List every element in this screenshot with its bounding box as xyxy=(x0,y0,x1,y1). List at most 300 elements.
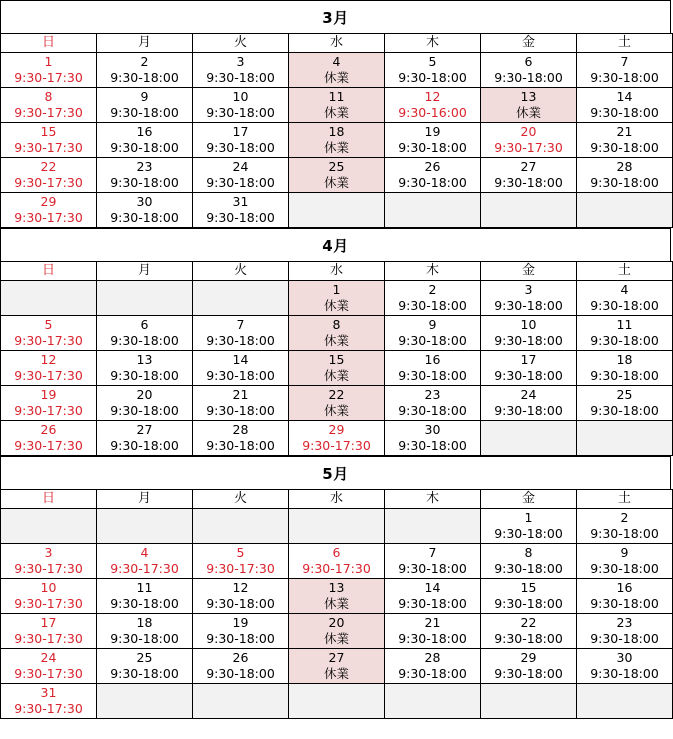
day-cell xyxy=(1,684,97,719)
day-number: 1 xyxy=(332,282,341,297)
day-cell xyxy=(289,421,385,456)
closed-label: 休業 xyxy=(323,368,349,383)
day-cell-content xyxy=(97,386,192,420)
closed-label: 休業 xyxy=(323,631,349,646)
day-number: 2 xyxy=(140,54,149,69)
day-cell xyxy=(481,351,577,386)
day-number: 10 xyxy=(520,317,537,332)
day-cell-content xyxy=(97,579,192,613)
closed-label: 休業 xyxy=(323,70,349,85)
day-cell-content xyxy=(289,579,384,613)
day-number: 31 xyxy=(232,194,249,209)
business-hours: 9:30-18:00 xyxy=(590,526,659,541)
day-number: 26 xyxy=(424,159,441,174)
day-cell-content xyxy=(385,614,480,648)
day-cell-content xyxy=(289,351,384,385)
day-number: 21 xyxy=(232,387,249,402)
day-number: 1 xyxy=(524,510,533,525)
business-hours: 9:30-17:30 xyxy=(14,210,83,225)
business-hours: 9:30-18:00 xyxy=(590,105,659,120)
day-cell-content xyxy=(1,351,96,385)
day-number: 21 xyxy=(616,124,633,139)
business-hours: 9:30-18:00 xyxy=(494,70,563,85)
day-cell xyxy=(577,649,673,684)
day-cell-content xyxy=(577,649,672,683)
closed-label: 休業 xyxy=(323,105,349,120)
day-cell xyxy=(97,53,193,88)
day-cell-content xyxy=(289,421,384,455)
day-cell xyxy=(481,509,577,544)
day-cell xyxy=(385,649,481,684)
business-hours: 9:30-18:00 xyxy=(398,438,467,453)
day-cell xyxy=(193,386,289,421)
day-cell-content xyxy=(97,193,192,227)
day-cell xyxy=(577,88,673,123)
day-cell-content xyxy=(289,386,384,420)
day-cell-content xyxy=(1,649,96,683)
day-number: 28 xyxy=(424,650,441,665)
weekday-header: 日 xyxy=(1,34,97,53)
business-hours: 9:30-18:00 xyxy=(206,333,275,348)
day-cell-content xyxy=(1,579,96,613)
business-hours: 9:30-18:00 xyxy=(398,666,467,681)
day-cell xyxy=(385,421,481,456)
day-cell xyxy=(385,614,481,649)
week-row xyxy=(1,684,673,719)
day-number: 14 xyxy=(424,580,441,595)
day-cell-content xyxy=(1,316,96,350)
day-cell-content xyxy=(193,421,288,455)
week-row xyxy=(1,544,673,579)
empty-day-cell xyxy=(193,281,289,316)
weekday-header: 水 xyxy=(289,490,385,509)
day-cell-content xyxy=(193,544,288,578)
weekday-header: 火 xyxy=(193,490,289,509)
day-cell-content xyxy=(289,614,384,648)
business-hours: 9:30-18:00 xyxy=(494,333,563,348)
day-number: 13 xyxy=(520,89,537,104)
day-cell xyxy=(1,544,97,579)
closed-day-cell xyxy=(289,88,385,123)
day-cell-content xyxy=(97,649,192,683)
day-number: 18 xyxy=(616,352,633,367)
business-hours: 9:30-18:00 xyxy=(590,596,659,611)
day-cell xyxy=(193,649,289,684)
business-hours: 9:30-18:00 xyxy=(590,666,659,681)
business-hours: 9:30-18:00 xyxy=(494,368,563,383)
day-number: 18 xyxy=(328,124,345,139)
week-row xyxy=(1,53,673,88)
day-cell xyxy=(289,544,385,579)
day-number: 28 xyxy=(616,159,633,174)
day-number: 2 xyxy=(620,510,629,525)
business-hours: 9:30-18:00 xyxy=(590,333,659,348)
business-hours: 9:30-18:00 xyxy=(206,210,275,225)
business-hours: 9:30-18:00 xyxy=(110,70,179,85)
business-hours: 9:30-17:30 xyxy=(14,140,83,155)
day-cell-content xyxy=(577,158,672,192)
business-hours: 9:30-18:00 xyxy=(110,438,179,453)
day-cell-content xyxy=(577,544,672,578)
day-cell-content xyxy=(289,544,384,578)
day-cell-content xyxy=(193,158,288,192)
business-hours: 9:30-18:00 xyxy=(590,175,659,190)
day-number: 24 xyxy=(520,387,537,402)
day-cell xyxy=(577,123,673,158)
day-cell-content xyxy=(193,351,288,385)
day-number: 16 xyxy=(136,124,153,139)
weekday-header: 土 xyxy=(577,490,673,509)
weekday-header: 火 xyxy=(193,34,289,53)
day-number: 22 xyxy=(328,387,345,402)
empty-day-cell xyxy=(1,281,97,316)
day-number: 26 xyxy=(40,422,57,437)
business-hours: 9:30-17:30 xyxy=(14,368,83,383)
day-cell xyxy=(193,614,289,649)
day-cell-content xyxy=(97,53,192,87)
day-number: 22 xyxy=(40,159,57,174)
weekday-header: 火 xyxy=(193,262,289,281)
day-cell-content xyxy=(577,386,672,420)
day-number: 30 xyxy=(424,422,441,437)
day-number: 23 xyxy=(136,159,153,174)
day-cell-content xyxy=(193,193,288,227)
day-cell xyxy=(1,158,97,193)
week-row xyxy=(1,123,673,158)
empty-day-cell xyxy=(193,509,289,544)
day-number: 16 xyxy=(424,352,441,367)
day-cell-content xyxy=(97,88,192,122)
business-hours: 9:30-17:30 xyxy=(14,701,83,716)
month-section xyxy=(0,228,673,456)
month-calendar-table xyxy=(0,261,673,456)
weekday-header: 金 xyxy=(481,34,577,53)
day-cell xyxy=(577,579,673,614)
business-hours: 9:30-17:30 xyxy=(14,333,83,348)
day-number: 13 xyxy=(328,580,345,595)
empty-day-cell xyxy=(193,684,289,719)
business-hours: 9:30-18:00 xyxy=(398,298,467,313)
business-hours: 9:30-16:00 xyxy=(398,105,467,120)
business-hours: 9:30-18:00 xyxy=(494,631,563,646)
business-hours: 9:30-18:00 xyxy=(590,70,659,85)
day-cell-content xyxy=(289,123,384,157)
day-cell-content xyxy=(385,649,480,683)
day-cell xyxy=(385,351,481,386)
day-cell-content xyxy=(385,53,480,87)
day-number: 10 xyxy=(232,89,249,104)
day-cell xyxy=(577,509,673,544)
business-hours: 9:30-18:00 xyxy=(398,368,467,383)
day-cell xyxy=(1,421,97,456)
day-number: 23 xyxy=(424,387,441,402)
day-number: 12 xyxy=(232,580,249,595)
business-hours: 9:30-17:30 xyxy=(14,105,83,120)
day-cell-content xyxy=(385,281,480,315)
empty-day-cell xyxy=(97,684,193,719)
day-cell xyxy=(1,193,97,228)
day-number: 21 xyxy=(424,615,441,630)
day-cell-content xyxy=(97,544,192,578)
business-hours: 9:30-18:00 xyxy=(590,140,659,155)
day-cell-content xyxy=(385,88,480,122)
day-cell-content xyxy=(193,53,288,87)
day-cell xyxy=(481,281,577,316)
business-hours: 9:30-18:00 xyxy=(398,596,467,611)
day-number: 22 xyxy=(520,615,537,630)
business-hours: 9:30-18:00 xyxy=(110,175,179,190)
closed-label: 休業 xyxy=(515,105,541,120)
day-number: 15 xyxy=(520,580,537,595)
week-row xyxy=(1,351,673,386)
day-number: 13 xyxy=(136,352,153,367)
business-hours: 9:30-18:00 xyxy=(494,596,563,611)
empty-day-cell xyxy=(289,684,385,719)
day-cell-content xyxy=(193,386,288,420)
day-cell-content xyxy=(1,544,96,578)
business-hours: 9:30-18:00 xyxy=(398,70,467,85)
week-row xyxy=(1,316,673,351)
day-cell-content xyxy=(481,614,576,648)
business-hours: 9:30-18:00 xyxy=(494,403,563,418)
day-number: 7 xyxy=(428,545,437,560)
closed-label: 休業 xyxy=(323,175,349,190)
closed-label: 休業 xyxy=(323,140,349,155)
day-cell-content xyxy=(481,123,576,157)
day-number: 11 xyxy=(616,317,633,332)
business-hours: 9:30-18:00 xyxy=(206,70,275,85)
day-cell-content xyxy=(193,316,288,350)
weekday-header: 日 xyxy=(1,262,97,281)
day-number: 26 xyxy=(232,650,249,665)
closed-day-cell xyxy=(289,579,385,614)
day-cell-content xyxy=(385,386,480,420)
day-cell xyxy=(385,544,481,579)
day-cell-content xyxy=(481,386,576,420)
business-hours: 9:30-17:30 xyxy=(206,561,275,576)
day-cell xyxy=(193,316,289,351)
day-cell-content xyxy=(1,614,96,648)
weekday-header: 月 xyxy=(97,490,193,509)
empty-day-cell xyxy=(385,193,481,228)
empty-day-cell xyxy=(577,193,673,228)
closed-label: 休業 xyxy=(323,666,349,681)
day-cell xyxy=(1,614,97,649)
day-number: 3 xyxy=(524,282,533,297)
weekday-header: 水 xyxy=(289,262,385,281)
month-title: 5月 xyxy=(0,456,671,489)
month-section xyxy=(0,456,673,719)
day-cell xyxy=(97,351,193,386)
business-hours: 9:30-17:30 xyxy=(14,631,83,646)
month-calendar-table xyxy=(0,489,673,719)
day-number: 17 xyxy=(40,615,57,630)
business-hours: 9:30-18:00 xyxy=(206,140,275,155)
day-cell-content xyxy=(577,579,672,613)
business-hours: 9:30-18:00 xyxy=(110,596,179,611)
day-number: 3 xyxy=(236,54,245,69)
empty-day-cell xyxy=(481,684,577,719)
empty-day-cell xyxy=(289,509,385,544)
day-number: 16 xyxy=(616,580,633,595)
day-number: 19 xyxy=(424,124,441,139)
day-number: 9 xyxy=(428,317,437,332)
day-number: 1 xyxy=(44,54,53,69)
day-number: 28 xyxy=(232,422,249,437)
day-cell-content xyxy=(481,544,576,578)
day-cell xyxy=(481,158,577,193)
day-number: 15 xyxy=(40,124,57,139)
business-hours: 9:30-18:00 xyxy=(110,105,179,120)
closed-label: 休業 xyxy=(323,333,349,348)
business-hours: 9:30-18:00 xyxy=(590,403,659,418)
day-cell xyxy=(481,123,577,158)
day-cell-content xyxy=(385,579,480,613)
day-number: 12 xyxy=(40,352,57,367)
weekday-header-row xyxy=(1,34,673,53)
day-cell-content xyxy=(1,421,96,455)
closed-day-cell xyxy=(289,614,385,649)
day-cell-content xyxy=(97,316,192,350)
business-hours: 9:30-18:00 xyxy=(206,596,275,611)
month-title: 3月 xyxy=(0,0,671,33)
day-cell-content xyxy=(577,53,672,87)
day-cell-content xyxy=(385,316,480,350)
day-number: 24 xyxy=(232,159,249,174)
business-hours: 9:30-17:30 xyxy=(302,561,371,576)
day-cell xyxy=(1,649,97,684)
business-hours: 9:30-18:00 xyxy=(590,561,659,576)
day-number: 27 xyxy=(328,650,345,665)
day-cell-content xyxy=(1,53,96,87)
day-cell xyxy=(97,614,193,649)
closed-day-cell xyxy=(289,386,385,421)
day-cell xyxy=(193,158,289,193)
day-cell xyxy=(481,579,577,614)
day-cell-content xyxy=(385,123,480,157)
day-cell-content xyxy=(289,316,384,350)
day-cell xyxy=(1,316,97,351)
day-number: 29 xyxy=(520,650,537,665)
day-number: 6 xyxy=(524,54,533,69)
day-cell-content xyxy=(1,684,96,718)
day-number: 9 xyxy=(620,545,629,560)
day-number: 14 xyxy=(232,352,249,367)
day-cell xyxy=(1,351,97,386)
day-cell xyxy=(385,88,481,123)
day-cell xyxy=(97,88,193,123)
day-cell xyxy=(385,158,481,193)
business-hours: 9:30-18:00 xyxy=(110,333,179,348)
week-row xyxy=(1,421,673,456)
day-cell xyxy=(193,544,289,579)
business-hours: 9:30-17:30 xyxy=(494,140,563,155)
day-cell-content xyxy=(1,193,96,227)
week-row xyxy=(1,88,673,123)
day-cell-content xyxy=(577,351,672,385)
business-hours: 9:30-18:00 xyxy=(206,403,275,418)
day-cell-content xyxy=(577,316,672,350)
day-cell xyxy=(481,614,577,649)
business-hours: 9:30-17:30 xyxy=(110,561,179,576)
day-number: 4 xyxy=(140,545,149,560)
week-row xyxy=(1,579,673,614)
day-cell-content xyxy=(481,158,576,192)
day-number: 5 xyxy=(44,317,53,332)
day-cell xyxy=(97,316,193,351)
business-hours: 9:30-18:00 xyxy=(398,561,467,576)
day-cell-content xyxy=(97,158,192,192)
day-cell-content xyxy=(97,351,192,385)
business-hours: 9:30-17:30 xyxy=(14,596,83,611)
empty-day-cell xyxy=(97,509,193,544)
empty-day-cell xyxy=(385,509,481,544)
closed-day-cell xyxy=(289,351,385,386)
closed-label: 休業 xyxy=(323,403,349,418)
business-hours: 9:30-18:00 xyxy=(398,631,467,646)
day-number: 4 xyxy=(620,282,629,297)
day-cell-content xyxy=(577,509,672,543)
day-cell-content xyxy=(193,579,288,613)
day-cell-content xyxy=(481,281,576,315)
weekday-header: 土 xyxy=(577,34,673,53)
day-cell-content xyxy=(289,281,384,315)
day-cell-content xyxy=(1,88,96,122)
day-cell xyxy=(193,421,289,456)
empty-day-cell xyxy=(97,281,193,316)
day-cell xyxy=(1,123,97,158)
business-hours: 9:30-18:00 xyxy=(590,631,659,646)
weekday-header: 日 xyxy=(1,490,97,509)
empty-day-cell xyxy=(481,421,577,456)
day-cell-content xyxy=(577,88,672,122)
day-number: 29 xyxy=(328,422,345,437)
weekday-header: 木 xyxy=(385,34,481,53)
weekday-header: 木 xyxy=(385,262,481,281)
day-number: 27 xyxy=(136,422,153,437)
business-hours: 9:30-18:00 xyxy=(110,631,179,646)
day-cell-content xyxy=(577,281,672,315)
day-number: 14 xyxy=(616,89,633,104)
day-number: 6 xyxy=(140,317,149,332)
weekday-header: 金 xyxy=(481,490,577,509)
business-hours: 9:30-17:30 xyxy=(302,438,371,453)
day-cell xyxy=(97,579,193,614)
business-hours: 9:30-18:00 xyxy=(398,403,467,418)
day-cell-content xyxy=(193,88,288,122)
day-cell-content xyxy=(193,123,288,157)
day-cell xyxy=(193,193,289,228)
business-hours: 9:30-18:00 xyxy=(110,666,179,681)
day-number: 25 xyxy=(616,387,633,402)
day-number: 8 xyxy=(524,545,533,560)
business-hours: 9:30-18:00 xyxy=(590,298,659,313)
weekday-header-row xyxy=(1,262,673,281)
day-cell xyxy=(577,316,673,351)
empty-day-cell xyxy=(1,509,97,544)
day-cell xyxy=(97,123,193,158)
business-hours: 9:30-18:00 xyxy=(206,666,275,681)
day-number: 30 xyxy=(616,650,633,665)
closed-day-cell xyxy=(481,88,577,123)
day-number: 19 xyxy=(232,615,249,630)
business-hours: 9:30-17:30 xyxy=(14,70,83,85)
day-number: 31 xyxy=(40,685,57,700)
closed-day-cell xyxy=(289,281,385,316)
week-row xyxy=(1,158,673,193)
day-cell xyxy=(193,579,289,614)
day-cell-content xyxy=(97,614,192,648)
